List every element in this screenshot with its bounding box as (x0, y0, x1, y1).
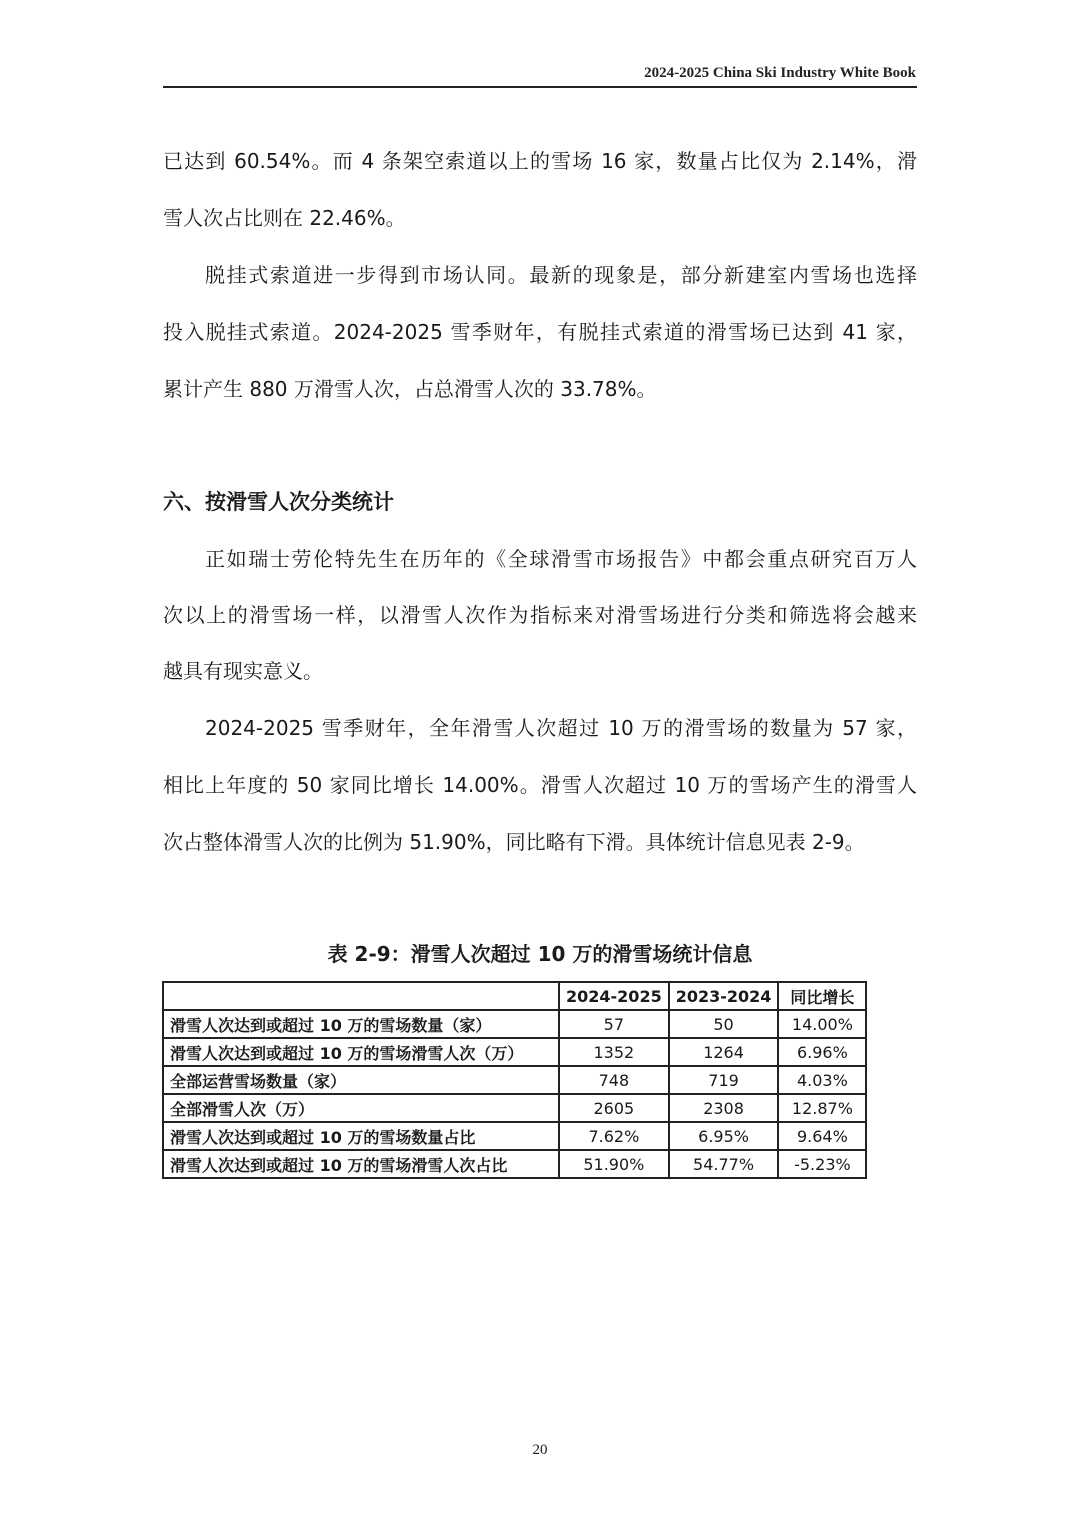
section-heading: 六、按滑雪人次分类统计 (163, 490, 394, 514)
text-line: 次以上的滑雪场一样，以滑雪人次作为指标来对滑雪场进行分类和筛选将会越来 (163, 603, 917, 627)
cell-value: -5.23% (778, 1150, 866, 1178)
cell-value: 6.96% (778, 1038, 866, 1066)
table-row (163, 1122, 866, 1150)
statistics-table (162, 981, 867, 1179)
cell-value: 54.77% (669, 1150, 779, 1178)
header-cell-empty (163, 982, 559, 1010)
cell-value: 7.62% (559, 1122, 669, 1150)
cell-value: 6.95% (669, 1122, 779, 1150)
page-number: 20 (532, 1442, 548, 1458)
cell-value: 51.90% (559, 1150, 669, 1178)
table-row (163, 1150, 866, 1178)
cell-value: 748 (559, 1066, 669, 1094)
table-caption: 表 2-9：滑雪人次超过 10 万的滑雪场统计信息 (327, 942, 753, 966)
cell-value: 2605 (559, 1094, 669, 1122)
cell-value: 1264 (669, 1038, 779, 1066)
header-cell-2023-2024: 2023-2024 (669, 982, 779, 1010)
table-row (163, 1010, 866, 1038)
header-rule (163, 86, 917, 88)
text-line: 2024-2025 雪季财年，全年滑雪人次超过 10 万的滑雪场的数量为 57 家， (205, 716, 917, 740)
cell-value: 719 (669, 1066, 779, 1094)
header-cell-yoy-growth: 同比增长 (778, 982, 866, 1010)
cell-value: 9.64% (778, 1122, 866, 1150)
row-label: 滑雪人次达到或超过 10 万的雪场滑雪人次占比 (163, 1150, 559, 1178)
header-cell-2024-2025: 2024-2025 (559, 982, 669, 1010)
text-line: 累计产生 880 万滑雪人次，占总滑雪人次的 33.78%。 (163, 377, 657, 401)
text-line: 投入脱挂式索道。2024-2025 雪季财年，有脱挂式索道的滑雪场已达到 41 家， (163, 320, 917, 344)
cell-value: 4.03% (778, 1066, 866, 1094)
table-row (163, 1066, 866, 1094)
row-label: 滑雪人次达到或超过 10 万的雪场数量占比 (163, 1122, 559, 1150)
cell-value: 1352 (559, 1038, 669, 1066)
cell-value: 2308 (669, 1094, 779, 1122)
table-row (163, 1094, 866, 1122)
row-label: 滑雪人次达到或超过 10 万的雪场滑雪人次（万） (163, 1038, 559, 1066)
cell-value: 14.00% (778, 1010, 866, 1038)
table-row (163, 1038, 866, 1066)
text-line: 正如瑞士劳伦特先生在历年的《全球滑雪市场报告》中都会重点研究百万人 (205, 547, 917, 571)
row-label: 滑雪人次达到或超过 10 万的雪场数量（家） (163, 1010, 559, 1038)
cell-value: 12.87% (778, 1094, 866, 1122)
text-line: 越具有现实意义。 (163, 659, 323, 683)
cell-value: 50 (669, 1010, 779, 1038)
row-label: 全部滑雪人次（万） (163, 1094, 559, 1122)
table-header-row (163, 982, 866, 1010)
text-line: 相比上年度的 50 家同比增长 14.00%。滑雪人次超过 10 万的雪场产生的滑雪人 (163, 773, 917, 797)
text-line: 已达到 60.54%。而 4 条架空索道以上的雪场 16 家，数量占比仅为 2.14%，滑 (163, 149, 917, 173)
text-line: 脱挂式索道进一步得到市场认同。最新的现象是，部分新建室内雪场也选择 (205, 263, 917, 287)
text-line: 次占整体滑雪人次的比例为 51.90%，同比略有下滑。具体统计信息见表 2-9。 (163, 830, 865, 854)
running-header-title: 2024-2025 China Ski Industry White Book (644, 65, 916, 81)
text-line: 雪人次占比则在 22.46%。 (163, 206, 406, 230)
row-label: 全部运营雪场数量（家） (163, 1066, 559, 1094)
cell-value: 57 (559, 1010, 669, 1038)
